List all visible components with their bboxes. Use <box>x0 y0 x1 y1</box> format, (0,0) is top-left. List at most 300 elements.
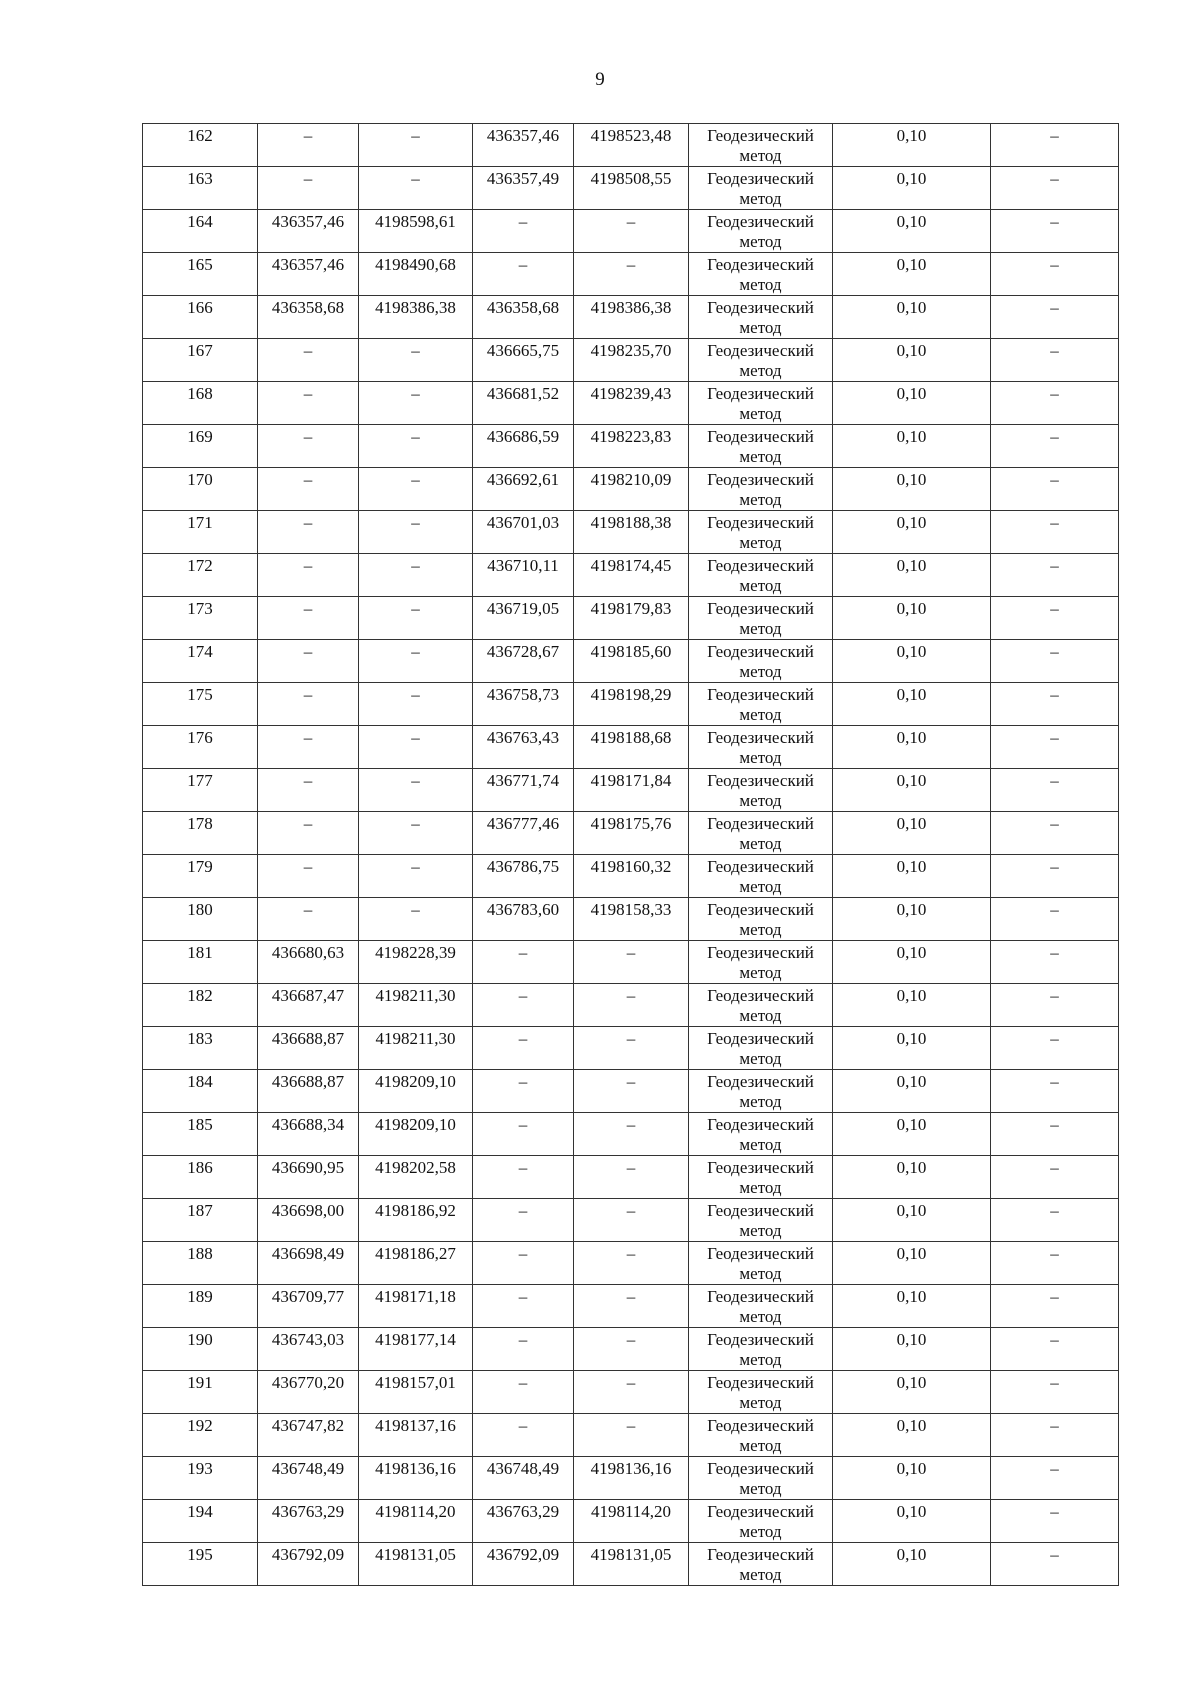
note-cell <box>991 984 1119 1027</box>
accuracy-cell <box>833 769 991 812</box>
accuracy-text: 0,10 <box>896 642 927 661</box>
x-refined-cell <box>473 1113 574 1156</box>
y-refined-cell <box>574 597 689 640</box>
x-refined-text: 436763,43 <box>486 728 560 747</box>
method-text: Геодезический метод <box>707 857 814 896</box>
y-refined-text: 4198523,48 <box>590 126 672 145</box>
note-cell <box>991 1113 1119 1156</box>
y-existing-cell <box>359 1027 473 1070</box>
accuracy-cell <box>833 683 991 726</box>
table-row <box>143 1414 1119 1457</box>
accuracy-cell <box>833 1113 991 1156</box>
point-number-text: 194 <box>187 1502 213 1521</box>
note-text: – <box>1050 513 1059 532</box>
y-existing-text: 4198209,10 <box>375 1115 456 1134</box>
method-text: Геодезический метод <box>707 298 814 337</box>
x-refined-text: – <box>518 1416 528 1435</box>
x-existing-text: – <box>303 556 313 575</box>
point-number-text: 184 <box>187 1072 213 1091</box>
table-row <box>143 210 1119 253</box>
note-text: – <box>1050 470 1059 489</box>
x-refined-cell <box>473 339 574 382</box>
accuracy-text: 0,10 <box>896 1545 927 1564</box>
y-refined-cell <box>574 1070 689 1113</box>
accuracy-cell <box>833 296 991 339</box>
y-refined-cell <box>574 984 689 1027</box>
point-number-cell <box>143 339 258 382</box>
accuracy-cell <box>833 1328 991 1371</box>
point-number-cell <box>143 683 258 726</box>
point-number-text: 171 <box>187 513 213 532</box>
y-existing-cell <box>359 1285 473 1328</box>
y-refined-cell <box>574 898 689 941</box>
method-cell <box>689 855 833 898</box>
accuracy-cell <box>833 210 991 253</box>
note-cell <box>991 1285 1119 1328</box>
note-cell <box>991 1027 1119 1070</box>
method-text: Геодезический метод <box>707 1072 814 1111</box>
x-refined-text: 436728,67 <box>486 642 560 661</box>
x-refined-text: – <box>518 1244 528 1263</box>
accuracy-cell <box>833 1285 991 1328</box>
x-existing-text: – <box>303 771 313 790</box>
x-refined-text: 436692,61 <box>486 470 560 489</box>
y-refined-text: – <box>626 1115 636 1134</box>
y-existing-cell <box>359 898 473 941</box>
x-existing-cell <box>258 855 359 898</box>
x-refined-text: 436719,05 <box>486 599 560 618</box>
x-existing-text: 436763,29 <box>271 1502 345 1521</box>
note-text: – <box>1050 814 1059 833</box>
y-refined-text: 4198188,38 <box>590 513 672 532</box>
y-refined-text: 4198174,45 <box>590 556 672 575</box>
y-refined-text: 4198235,70 <box>590 341 672 360</box>
x-refined-cell <box>473 683 574 726</box>
x-existing-text: 436680,63 <box>271 943 345 962</box>
y-existing-text: 4198186,27 <box>375 1244 456 1263</box>
point-number-cell <box>143 124 258 167</box>
method-cell <box>689 812 833 855</box>
x-existing-cell <box>258 1285 359 1328</box>
method-text: Геодезический метод <box>707 1502 814 1541</box>
y-refined-text: – <box>626 986 636 1005</box>
x-refined-text: 436783,60 <box>486 900 560 919</box>
x-refined-text: 436665,75 <box>486 341 560 360</box>
table-row <box>143 1070 1119 1113</box>
table-row <box>143 941 1119 984</box>
y-existing-cell <box>359 855 473 898</box>
note-cell <box>991 1371 1119 1414</box>
y-existing-text: 4198386,38 <box>375 298 456 317</box>
x-refined-text: – <box>518 1115 528 1134</box>
y-existing-text: 4198598,61 <box>375 212 456 231</box>
note-text: – <box>1050 599 1059 618</box>
point-number-cell <box>143 425 258 468</box>
accuracy-text: 0,10 <box>896 986 927 1005</box>
x-existing-cell <box>258 554 359 597</box>
method-cell <box>689 1328 833 1371</box>
x-existing-cell <box>258 124 359 167</box>
y-refined-text: 4198131,05 <box>590 1545 672 1564</box>
point-number-cell <box>143 1285 258 1328</box>
method-cell <box>689 554 833 597</box>
accuracy-text: 0,10 <box>896 1244 927 1263</box>
y-refined-cell <box>574 253 689 296</box>
method-text: Геодезический метод <box>707 341 814 380</box>
x-refined-cell <box>473 812 574 855</box>
accuracy-text: 0,10 <box>896 1287 927 1306</box>
y-refined-text: 4198158,33 <box>590 900 672 919</box>
method-cell <box>689 1285 833 1328</box>
y-existing-text: – <box>411 599 420 618</box>
table-row <box>143 640 1119 683</box>
accuracy-text: 0,10 <box>896 1115 927 1134</box>
note-text: – <box>1050 1373 1059 1392</box>
note-cell <box>991 1457 1119 1500</box>
x-existing-text: – <box>303 513 313 532</box>
x-existing-cell <box>258 769 359 812</box>
x-existing-text: 436698,49 <box>271 1244 345 1263</box>
point-number-text: 188 <box>187 1244 213 1263</box>
accuracy-text: 0,10 <box>896 255 927 274</box>
note-text: – <box>1050 341 1059 360</box>
method-text: Геодезический метод <box>707 384 814 423</box>
note-cell <box>991 124 1119 167</box>
method-cell <box>689 210 833 253</box>
note-cell <box>991 683 1119 726</box>
method-text: Геодезический метод <box>707 814 814 853</box>
y-refined-text: – <box>626 1416 636 1435</box>
y-existing-text: – <box>411 427 420 446</box>
x-refined-cell <box>473 1156 574 1199</box>
method-cell <box>689 1414 833 1457</box>
note-cell <box>991 812 1119 855</box>
table-row <box>143 382 1119 425</box>
point-number-cell <box>143 468 258 511</box>
note-cell <box>991 167 1119 210</box>
point-number-cell <box>143 1242 258 1285</box>
x-existing-text: 436698,00 <box>271 1201 345 1220</box>
x-existing-cell <box>258 382 359 425</box>
x-existing-cell <box>258 1156 359 1199</box>
method-text: Геодезический метод <box>707 1459 814 1498</box>
y-refined-text: 4198171,84 <box>590 771 672 790</box>
x-refined-text: 436357,49 <box>486 169 560 188</box>
accuracy-cell <box>833 1414 991 1457</box>
x-existing-text: 436688,87 <box>271 1072 345 1091</box>
point-number-text: 189 <box>187 1287 213 1306</box>
x-existing-cell <box>258 425 359 468</box>
method-cell <box>689 898 833 941</box>
note-text: – <box>1050 427 1059 446</box>
y-existing-text: – <box>411 341 420 360</box>
method-text: Геодезический метод <box>707 986 814 1025</box>
accuracy-cell <box>833 554 991 597</box>
x-refined-cell <box>473 1414 574 1457</box>
table-row <box>143 167 1119 210</box>
table-row <box>143 597 1119 640</box>
x-existing-text: – <box>303 126 313 145</box>
x-existing-cell <box>258 1371 359 1414</box>
method-cell <box>689 425 833 468</box>
point-number-text: 166 <box>187 298 213 317</box>
accuracy-text: 0,10 <box>896 900 927 919</box>
method-cell <box>689 511 833 554</box>
point-number-text: 193 <box>187 1459 213 1478</box>
x-refined-text: 436777,46 <box>486 814 560 833</box>
method-text: Геодезический метод <box>707 900 814 939</box>
accuracy-cell <box>833 1156 991 1199</box>
point-number-cell <box>143 941 258 984</box>
point-number-cell <box>143 726 258 769</box>
point-number-cell <box>143 1543 258 1586</box>
note-text: – <box>1050 1029 1059 1048</box>
x-refined-cell <box>473 769 574 812</box>
y-refined-cell <box>574 683 689 726</box>
x-refined-text: – <box>518 1287 528 1306</box>
x-refined-text: 436681,52 <box>486 384 560 403</box>
x-refined-cell <box>473 898 574 941</box>
x-existing-text: 436688,34 <box>271 1115 345 1134</box>
x-refined-cell <box>473 941 574 984</box>
note-cell <box>991 898 1119 941</box>
note-text: – <box>1050 1459 1059 1478</box>
note-cell <box>991 769 1119 812</box>
x-existing-cell <box>258 1457 359 1500</box>
table-row <box>143 984 1119 1027</box>
method-cell <box>689 1371 833 1414</box>
point-number-text: 167 <box>187 341 213 360</box>
x-existing-text: 436688,87 <box>271 1029 345 1048</box>
note-cell <box>991 1242 1119 1285</box>
method-text: Геодезический метод <box>707 1416 814 1455</box>
y-refined-cell <box>574 468 689 511</box>
accuracy-cell <box>833 1070 991 1113</box>
method-cell <box>689 1500 833 1543</box>
method-cell <box>689 339 833 382</box>
accuracy-cell <box>833 1371 991 1414</box>
point-number-text: 178 <box>187 814 213 833</box>
y-refined-cell <box>574 1242 689 1285</box>
y-refined-text: – <box>626 1029 636 1048</box>
y-refined-text: 4198386,38 <box>590 298 672 317</box>
method-text: Геодезический метод <box>707 1287 814 1326</box>
x-refined-text: – <box>518 1330 528 1349</box>
note-text: – <box>1050 1244 1059 1263</box>
y-refined-text: 4198239,43 <box>590 384 672 403</box>
method-text: Геодезический метод <box>707 1244 814 1283</box>
accuracy-text: 0,10 <box>896 1158 927 1177</box>
accuracy-text: 0,10 <box>896 943 927 962</box>
x-existing-text: – <box>303 341 313 360</box>
x-existing-text: 436743,03 <box>271 1330 345 1349</box>
method-text: Геодезический метод <box>707 556 814 595</box>
y-existing-text: – <box>411 470 420 489</box>
accuracy-cell <box>833 1457 991 1500</box>
table-row <box>143 468 1119 511</box>
accuracy-cell <box>833 597 991 640</box>
y-refined-text: – <box>626 1287 636 1306</box>
accuracy-text: 0,10 <box>896 427 927 446</box>
point-number-cell <box>143 597 258 640</box>
point-number-cell <box>143 1156 258 1199</box>
point-number-cell <box>143 554 258 597</box>
x-refined-cell <box>473 296 574 339</box>
x-existing-text: 436748,49 <box>271 1459 345 1478</box>
x-refined-cell <box>473 511 574 554</box>
x-existing-text: 436770,20 <box>271 1373 345 1392</box>
table-row <box>143 1027 1119 1070</box>
point-number-text: 187 <box>187 1201 213 1220</box>
point-number-cell <box>143 1027 258 1070</box>
y-refined-cell <box>574 941 689 984</box>
point-number-text: 181 <box>187 943 213 962</box>
y-refined-cell <box>574 554 689 597</box>
y-refined-cell <box>574 124 689 167</box>
note-text: – <box>1050 728 1059 747</box>
method-text: Геодезический метод <box>707 1029 814 1068</box>
x-refined-text: – <box>518 1072 528 1091</box>
method-text: Геодезический метод <box>707 212 814 251</box>
y-existing-text: 4198137,16 <box>375 1416 456 1435</box>
y-existing-cell <box>359 253 473 296</box>
x-existing-cell <box>258 683 359 726</box>
x-existing-cell <box>258 941 359 984</box>
y-existing-cell <box>359 769 473 812</box>
table-row <box>143 511 1119 554</box>
accuracy-text: 0,10 <box>896 1373 927 1392</box>
x-refined-text: 436771,74 <box>486 771 560 790</box>
accuracy-cell <box>833 855 991 898</box>
accuracy-text: 0,10 <box>896 1502 927 1521</box>
method-cell <box>689 1543 833 1586</box>
accuracy-cell <box>833 941 991 984</box>
y-existing-cell <box>359 554 473 597</box>
accuracy-text: 0,10 <box>896 728 927 747</box>
accuracy-cell <box>833 167 991 210</box>
y-refined-cell <box>574 1027 689 1070</box>
y-existing-text: 4198202,58 <box>375 1158 456 1177</box>
table-row <box>143 124 1119 167</box>
point-number-cell <box>143 640 258 683</box>
y-existing-cell <box>359 597 473 640</box>
accuracy-text: 0,10 <box>896 1330 927 1349</box>
x-existing-text: – <box>303 857 313 876</box>
y-refined-text: 4198160,32 <box>590 857 672 876</box>
x-existing-text: – <box>303 728 313 747</box>
x-existing-text: 436709,77 <box>271 1287 345 1306</box>
table-row <box>143 1371 1119 1414</box>
accuracy-text: 0,10 <box>896 169 927 188</box>
point-number-cell <box>143 253 258 296</box>
accuracy-cell <box>833 984 991 1027</box>
y-existing-cell <box>359 1242 473 1285</box>
method-text: Геодезический метод <box>707 599 814 638</box>
point-number-text: 192 <box>187 1416 213 1435</box>
accuracy-text: 0,10 <box>896 599 927 618</box>
y-refined-cell <box>574 812 689 855</box>
y-refined-cell <box>574 769 689 812</box>
y-existing-text: – <box>411 513 420 532</box>
y-existing-cell <box>359 511 473 554</box>
y-existing-cell <box>359 683 473 726</box>
x-existing-cell <box>258 597 359 640</box>
y-existing-cell <box>359 124 473 167</box>
accuracy-cell <box>833 511 991 554</box>
x-refined-text: 436686,59 <box>486 427 560 446</box>
x-refined-text: 436701,03 <box>486 513 560 532</box>
x-refined-cell <box>473 1500 574 1543</box>
x-existing-text: – <box>303 599 313 618</box>
x-existing-cell <box>258 1199 359 1242</box>
note-cell <box>991 468 1119 511</box>
y-refined-cell <box>574 1113 689 1156</box>
y-refined-cell <box>574 855 689 898</box>
x-refined-cell <box>473 382 574 425</box>
y-existing-text: – <box>411 126 420 145</box>
method-text: Геодезический метод <box>707 255 814 294</box>
x-refined-text: – <box>518 943 528 962</box>
accuracy-text: 0,10 <box>896 1072 927 1091</box>
point-number-text: 177 <box>187 771 213 790</box>
x-refined-text: – <box>518 1373 528 1392</box>
table-row <box>143 1199 1119 1242</box>
accuracy-text: 0,10 <box>896 384 927 403</box>
y-existing-cell <box>359 210 473 253</box>
table-row <box>143 1457 1119 1500</box>
point-number-cell <box>143 167 258 210</box>
y-existing-cell <box>359 640 473 683</box>
y-refined-cell <box>574 296 689 339</box>
y-existing-cell <box>359 382 473 425</box>
y-existing-cell <box>359 167 473 210</box>
note-cell <box>991 382 1119 425</box>
x-existing-cell <box>258 1414 359 1457</box>
x-refined-text: – <box>518 212 528 231</box>
x-existing-text: 436357,46 <box>271 212 345 231</box>
x-refined-cell <box>473 640 574 683</box>
note-text: – <box>1050 1158 1059 1177</box>
point-number-text: 183 <box>187 1029 213 1048</box>
method-text: Геодезический метод <box>707 771 814 810</box>
point-number-text: 170 <box>187 470 213 489</box>
y-existing-text: 4198186,92 <box>375 1201 456 1220</box>
accuracy-text: 0,10 <box>896 771 927 790</box>
y-refined-cell <box>574 726 689 769</box>
x-refined-text: 436748,49 <box>486 1459 560 1478</box>
point-number-text: 173 <box>187 599 213 618</box>
x-refined-cell <box>473 1070 574 1113</box>
y-refined-cell <box>574 1457 689 1500</box>
point-number-text: 186 <box>187 1158 213 1177</box>
method-text: Геодезический метод <box>707 1115 814 1154</box>
x-existing-cell <box>258 339 359 382</box>
note-text: – <box>1050 986 1059 1005</box>
y-refined-text: – <box>626 212 636 231</box>
y-existing-cell <box>359 984 473 1027</box>
point-number-cell <box>143 1371 258 1414</box>
note-text: – <box>1050 1330 1059 1349</box>
x-refined-text: 436786,75 <box>486 857 560 876</box>
note-text: – <box>1050 857 1059 876</box>
x-existing-text: 436358,68 <box>271 298 345 317</box>
y-refined-cell <box>574 210 689 253</box>
x-existing-cell <box>258 468 359 511</box>
y-refined-cell <box>574 1285 689 1328</box>
point-number-text: 191 <box>187 1373 213 1392</box>
method-text: Геодезический метод <box>707 1330 814 1369</box>
x-refined-cell <box>473 1199 574 1242</box>
